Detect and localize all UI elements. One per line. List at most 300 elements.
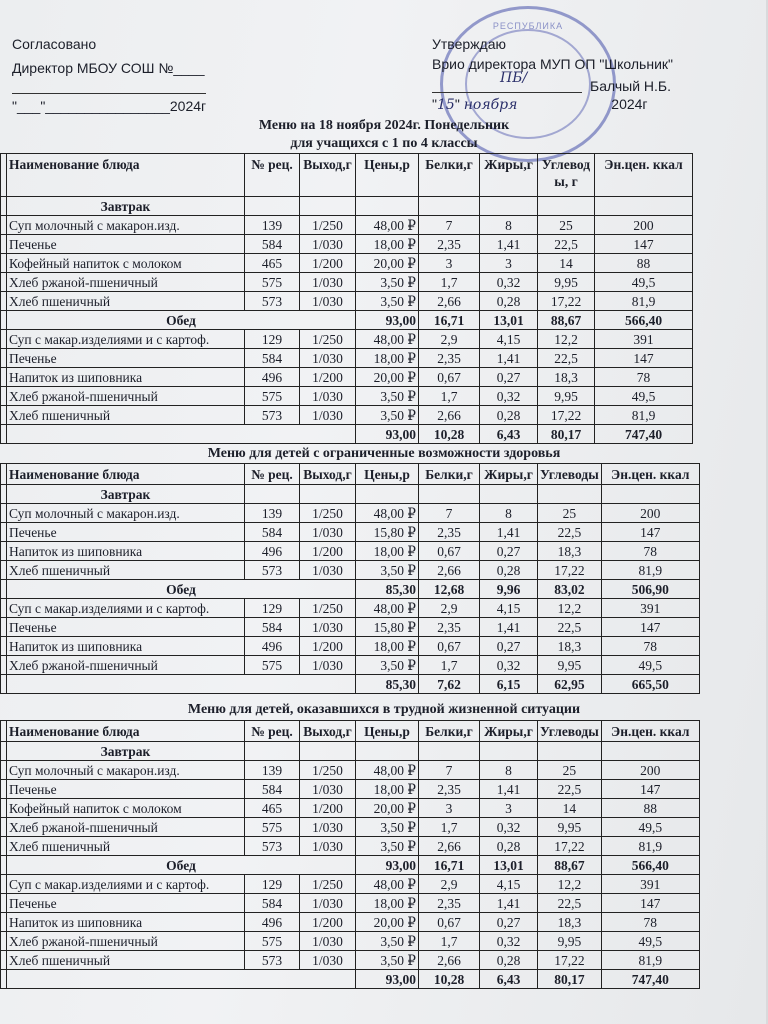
total-price: 93,00 — [356, 311, 419, 330]
price: 18,00 ₽ — [356, 780, 419, 799]
table-row — [1, 875, 700, 894]
confirm-role: Врио директора МУП ОП "Школьник" — [432, 56, 673, 72]
energy: 49,5 — [595, 273, 693, 292]
table-row — [1, 656, 700, 675]
dish-name: Напиток из шиповника — [7, 637, 245, 656]
dish-name: Напиток из шиповника — [7, 368, 245, 387]
fat: 1,41 — [480, 618, 538, 637]
fat: 8 — [480, 216, 538, 235]
protein: 0,67 — [419, 368, 480, 387]
table-row — [1, 599, 700, 618]
recipe-number: 584 — [245, 349, 300, 368]
protein: 0,67 — [419, 637, 480, 656]
energy: 81,9 — [601, 837, 699, 856]
carbs: 25 — [538, 504, 602, 523]
handwritten-signature: ПБ/ — [500, 70, 528, 86]
blank — [7, 425, 356, 444]
table-row — [1, 799, 700, 818]
protein: 0,67 — [419, 542, 480, 561]
total-carbs: 83,02 — [538, 580, 602, 599]
price: 48,00 ₽ — [356, 504, 419, 523]
table-row — [1, 292, 693, 311]
table-row — [1, 406, 693, 425]
protein: 2,66 — [419, 561, 480, 580]
carbs: 25 — [538, 761, 602, 780]
signature-line-right — [432, 92, 582, 93]
table-row — [1, 951, 700, 970]
total-fat: 6,43 — [480, 425, 538, 444]
header-energy: Эн.цен. ккал — [595, 154, 693, 197]
yield: 1/250 — [300, 330, 356, 349]
blank — [419, 742, 480, 761]
blank — [7, 970, 356, 989]
header-price: Цены,р — [356, 154, 419, 197]
dish-name: Хлеб ржаной-пшеничный — [7, 932, 245, 951]
total-carbs: 80,17 — [538, 970, 602, 989]
yield: 1/030 — [300, 837, 356, 856]
yield: 1/250 — [300, 761, 356, 780]
energy: 81,9 — [595, 292, 693, 311]
recipe-number: 573 — [245, 561, 300, 580]
table-row — [1, 235, 693, 254]
section3-title: Меню для детей, оказавшихся в трудной жизненной ситуации — [187, 702, 581, 717]
carbs: 9,95 — [538, 932, 602, 951]
price: 18,00 ₽ — [356, 894, 419, 913]
yield: 1/200 — [300, 368, 356, 387]
energy: 200 — [601, 761, 699, 780]
table-row — [1, 913, 700, 932]
price: 3,50 ₽ — [356, 292, 419, 311]
total-energy: 506,90 — [601, 580, 699, 599]
dish-name: Печенье — [7, 235, 245, 254]
carbs: 18,3 — [538, 368, 595, 387]
header-protein: Белки,г — [419, 464, 480, 485]
fat: 0,32 — [480, 932, 538, 951]
blank — [480, 742, 538, 761]
header-name: Наименование блюда — [7, 154, 245, 197]
energy: 88 — [595, 254, 693, 273]
recipe-number: 573 — [245, 951, 300, 970]
price: 3,50 ₽ — [356, 932, 419, 951]
carbs: 17,22 — [538, 561, 602, 580]
carbs: 22,5 — [538, 894, 602, 913]
blank — [480, 197, 538, 216]
dish-name: Печенье — [7, 780, 245, 799]
total-fat: 9,96 — [480, 580, 538, 599]
yield: 1/200 — [300, 542, 356, 561]
total-price: 85,30 — [356, 580, 419, 599]
carbs: 22,5 — [538, 235, 595, 254]
protein: 2,9 — [419, 330, 480, 349]
blank — [300, 197, 356, 216]
header-price: Цены,р — [356, 721, 419, 742]
energy: 81,9 — [601, 561, 699, 580]
table-row — [1, 932, 700, 951]
table-row — [1, 618, 700, 637]
menu-table-grades-1-4 — [0, 153, 693, 444]
recipe-number: 129 — [245, 330, 300, 349]
table-row — [1, 637, 700, 656]
meal-label: Завтрак — [7, 742, 245, 761]
header-carbs-line1: Углевод — [541, 157, 591, 172]
protein: 7 — [419, 216, 480, 235]
dish-name: Печенье — [7, 523, 245, 542]
yield: 1/030 — [300, 235, 356, 254]
energy: 49,5 — [601, 932, 699, 951]
carbs: 18,3 — [538, 637, 602, 656]
recipe-number: 573 — [245, 406, 300, 425]
recipe-number: 584 — [245, 235, 300, 254]
yield: 1/030 — [300, 406, 356, 425]
meal-label-row — [1, 197, 693, 216]
price: 18,00 ₽ — [356, 235, 419, 254]
fat: 0,28 — [480, 406, 538, 425]
price: 3,50 ₽ — [356, 656, 419, 675]
recipe-number: 584 — [245, 780, 300, 799]
total-carbs: 80,17 — [538, 425, 595, 444]
recipe-number: 575 — [245, 932, 300, 951]
recipe-number: 129 — [245, 875, 300, 894]
fat: 1,41 — [480, 235, 538, 254]
meal-label: Завтрак — [7, 485, 245, 504]
yield: 1/030 — [300, 387, 356, 406]
energy: 49,5 — [601, 818, 699, 837]
yield: 1/030 — [300, 618, 356, 637]
dish-name: Хлеб ржаной-пшеничный — [7, 273, 245, 292]
confirm-signer: Балчый Н.Б. — [590, 78, 671, 94]
recipe-number: 465 — [245, 254, 300, 273]
blank — [419, 197, 480, 216]
carbs: 22,5 — [538, 618, 602, 637]
yield: 1/250 — [300, 875, 356, 894]
header-price: Цены,р — [356, 464, 419, 485]
dish-name: Печенье — [7, 618, 245, 637]
blank — [538, 742, 602, 761]
fat: 3 — [480, 799, 538, 818]
fat: 0,27 — [480, 542, 538, 561]
yield: 1/030 — [300, 951, 356, 970]
approved-role: Директор МБОУ СОШ №____ — [12, 60, 205, 76]
header-yield: Выход,г — [300, 154, 356, 197]
header-yield: Выход,г — [300, 721, 356, 742]
recipe-number: 139 — [245, 504, 300, 523]
price: 20,00 ₽ — [356, 368, 419, 387]
total-fat: 6,15 — [480, 675, 538, 694]
protein: 2,9 — [419, 599, 480, 618]
dish-name: Хлеб пшеничный — [7, 406, 245, 425]
dish-name: Напиток из шиповника — [7, 542, 245, 561]
yield: 1/030 — [300, 818, 356, 837]
table-row — [1, 330, 693, 349]
fat: 0,28 — [480, 951, 538, 970]
yield: 1/200 — [300, 637, 356, 656]
price: 3,50 ₽ — [356, 387, 419, 406]
dish-name: Хлеб ржаной-пшеничный — [7, 656, 245, 675]
fat: 0,28 — [480, 292, 538, 311]
price: 48,00 ₽ — [356, 761, 419, 780]
recipe-number: 129 — [245, 599, 300, 618]
carbs: 14 — [538, 254, 595, 273]
official-stamp: РЕСПУБЛИКА — [440, 6, 616, 162]
fat: 0,28 — [480, 561, 538, 580]
meal-label-row — [1, 485, 700, 504]
fat: 4,15 — [480, 875, 538, 894]
total-energy: 665,50 — [601, 675, 699, 694]
table-row — [1, 216, 693, 235]
energy: 78 — [595, 368, 693, 387]
blank — [419, 485, 480, 504]
total-protein: 16,71 — [419, 311, 480, 330]
blank — [245, 197, 300, 216]
header-carbs — [538, 154, 595, 197]
fat: 1,41 — [480, 523, 538, 542]
table-row — [1, 273, 693, 292]
fat: 8 — [480, 504, 538, 523]
total-fat: 13,01 — [480, 856, 538, 875]
table-row — [1, 561, 700, 580]
price: 15,80 ₽ — [356, 523, 419, 542]
meal-label-row — [1, 742, 700, 761]
price: 48,00 ₽ — [356, 875, 419, 894]
blank — [300, 742, 356, 761]
total-carbs: 62,95 — [538, 675, 602, 694]
price: 48,00 ₽ — [356, 330, 419, 349]
header-carbs-line2: ы, г — [554, 174, 578, 189]
fat: 0,27 — [480, 913, 538, 932]
header-carbs: Углеводы — [538, 721, 602, 742]
total-fat: 6,43 — [480, 970, 538, 989]
carbs: 12,2 — [538, 875, 602, 894]
dish-name: Хлеб пшеничный — [7, 292, 245, 311]
total-price: 93,00 — [356, 970, 419, 989]
carbs: 18,3 — [538, 913, 602, 932]
price: 18,00 ₽ — [356, 637, 419, 656]
yield: 1/030 — [300, 561, 356, 580]
protein: 1,7 — [419, 273, 480, 292]
table-row — [1, 523, 700, 542]
price: 18,00 ₽ — [356, 542, 419, 561]
total-protein: 12,68 — [419, 580, 480, 599]
recipe-number: 139 — [245, 216, 300, 235]
recipe-number: 496 — [245, 913, 300, 932]
header-name: Наименование блюда — [7, 464, 245, 485]
carbs: 17,22 — [538, 292, 595, 311]
table-header-row — [1, 464, 700, 485]
price: 48,00 ₽ — [356, 216, 419, 235]
total-energy: 747,40 — [595, 425, 693, 444]
dish-name: Хлеб пшеничный — [7, 951, 245, 970]
yield: 1/030 — [300, 656, 356, 675]
header-recipe: № рец. — [245, 721, 300, 742]
fat: 0,32 — [480, 387, 538, 406]
total-protein: 16,71 — [419, 856, 480, 875]
energy: 147 — [601, 523, 699, 542]
meal-label: Обед — [7, 580, 356, 599]
energy: 78 — [601, 542, 699, 561]
total-price: 85,30 — [356, 675, 419, 694]
protein: 3 — [419, 254, 480, 273]
carbs: 12,2 — [538, 330, 595, 349]
protein: 2,66 — [419, 292, 480, 311]
table-row — [1, 894, 700, 913]
page-subtitle: для учащихся с 1 по 4 классы — [290, 136, 478, 151]
carbs: 14 — [538, 799, 602, 818]
protein: 1,7 — [419, 932, 480, 951]
price: 3,50 ₽ — [356, 951, 419, 970]
fat: 8 — [480, 761, 538, 780]
fat: 0,32 — [480, 273, 538, 292]
carbs: 22,5 — [538, 523, 602, 542]
dish-name: Напиток из шиповника — [7, 913, 245, 932]
recipe-number: 496 — [245, 637, 300, 656]
yield: 1/200 — [300, 913, 356, 932]
protein: 2,35 — [419, 235, 480, 254]
signature-line-left — [12, 93, 206, 94]
header-energy: Эн.цен. ккал — [601, 721, 699, 742]
total-fat: 13,01 — [480, 311, 538, 330]
total-energy: 747,40 — [601, 970, 699, 989]
total-price: 93,00 — [356, 856, 419, 875]
yield: 1/250 — [300, 504, 356, 523]
carbs: 22,5 — [538, 780, 602, 799]
protein: 1,7 — [419, 818, 480, 837]
fat: 0,28 — [480, 837, 538, 856]
dish-name: Кофейный напиток с молоком — [7, 799, 245, 818]
recipe-number: 575 — [245, 387, 300, 406]
header-protein: Белки,г — [419, 154, 480, 197]
meal-label: Завтрак — [7, 197, 245, 216]
protein: 7 — [419, 504, 480, 523]
energy: 200 — [601, 504, 699, 523]
protein: 2,35 — [419, 349, 480, 368]
protein: 2,9 — [419, 875, 480, 894]
carbs: 9,95 — [538, 273, 595, 292]
total-price: 93,00 — [356, 425, 419, 444]
recipe-number: 496 — [245, 542, 300, 561]
protein: 1,7 — [419, 656, 480, 675]
total-carbs: 88,67 — [538, 856, 602, 875]
header-energy: Эн.цен. ккал — [601, 464, 699, 485]
yield: 1/030 — [300, 273, 356, 292]
total-row — [1, 970, 700, 989]
recipe-number: 139 — [245, 761, 300, 780]
yield: 1/030 — [300, 894, 356, 913]
fat: 0,27 — [480, 637, 538, 656]
protein: 7 — [419, 761, 480, 780]
protein: 2,35 — [419, 780, 480, 799]
menu-table-special-needs — [0, 463, 700, 694]
yield: 1/030 — [300, 349, 356, 368]
total-row — [1, 856, 700, 875]
date-day: 15 — [436, 97, 455, 113]
recipe-number: 584 — [245, 523, 300, 542]
total-row — [1, 580, 700, 599]
header-carbs: Углеводы — [538, 464, 602, 485]
approved-date: "___"________________2024г — [12, 98, 207, 114]
header-fat: Жиры,г — [480, 721, 538, 742]
protein: 2,35 — [419, 618, 480, 637]
blank — [356, 485, 419, 504]
table-header-row — [1, 721, 700, 742]
dish-name: Суп с макар.изделиями и с картоф. — [7, 330, 245, 349]
header-yield: Выход,г — [300, 464, 356, 485]
total-energy: 566,40 — [595, 311, 693, 330]
carbs: 25 — [538, 216, 595, 235]
dish-name: Хлеб ржаной-пшеничный — [7, 387, 245, 406]
fat: 1,41 — [480, 349, 538, 368]
carbs: 17,22 — [538, 951, 602, 970]
header-name: Наименование блюда — [7, 721, 245, 742]
fat: 0,27 — [480, 368, 538, 387]
fat: 0,32 — [480, 656, 538, 675]
recipe-number: 584 — [245, 618, 300, 637]
table-row — [1, 387, 693, 406]
total-energy: 566,40 — [601, 856, 699, 875]
protein: 2,66 — [419, 837, 480, 856]
blank — [245, 485, 300, 504]
dish-name: Печенье — [7, 894, 245, 913]
carbs: 22,5 — [538, 349, 595, 368]
energy: 49,5 — [601, 656, 699, 675]
dish-name: Хлеб пшеничный — [7, 561, 245, 580]
energy: 81,9 — [601, 951, 699, 970]
confirm-title: Утверждаю — [432, 36, 506, 52]
table-row — [1, 761, 700, 780]
carbs: 17,22 — [538, 406, 595, 425]
carbs: 18,3 — [538, 542, 602, 561]
dish-name: Суп молочный с макарон.изд. — [7, 216, 245, 235]
blank — [245, 742, 300, 761]
energy: 147 — [601, 894, 699, 913]
price: 3,50 ₽ — [356, 273, 419, 292]
carbs: 17,22 — [538, 837, 602, 856]
blank — [538, 197, 595, 216]
dish-name: Суп с макар.изделиями и с картоф. — [7, 875, 245, 894]
energy: 78 — [601, 913, 699, 932]
carbs: 9,95 — [538, 818, 602, 837]
recipe-number: 575 — [245, 273, 300, 292]
total-carbs: 88,67 — [538, 311, 595, 330]
table-header-row — [1, 154, 693, 197]
blank — [7, 675, 356, 694]
energy: 391 — [601, 599, 699, 618]
dish-name: Хлеб ржаной-пшеничный — [7, 818, 245, 837]
blank — [595, 197, 693, 216]
yield: 1/250 — [300, 216, 356, 235]
protein: 1,7 — [419, 387, 480, 406]
total-protein: 10,28 — [419, 970, 480, 989]
yield: 1/200 — [300, 799, 356, 818]
carbs: 9,95 — [538, 387, 595, 406]
energy: 81,9 — [595, 406, 693, 425]
table-row — [1, 780, 700, 799]
price: 20,00 ₽ — [356, 254, 419, 273]
price: 3,50 ₽ — [356, 561, 419, 580]
blank — [356, 197, 419, 216]
price: 3,50 ₽ — [356, 818, 419, 837]
price: 3,50 ₽ — [356, 406, 419, 425]
menu-table-difficult-situation — [0, 720, 700, 989]
total-protein: 7,62 — [419, 675, 480, 694]
yield: 1/030 — [300, 523, 356, 542]
table-row — [1, 542, 700, 561]
energy: 88 — [601, 799, 699, 818]
protein: 2,66 — [419, 951, 480, 970]
yield: 1/030 — [300, 932, 356, 951]
blank — [300, 485, 356, 504]
table-row — [1, 837, 700, 856]
price: 20,00 ₽ — [356, 913, 419, 932]
